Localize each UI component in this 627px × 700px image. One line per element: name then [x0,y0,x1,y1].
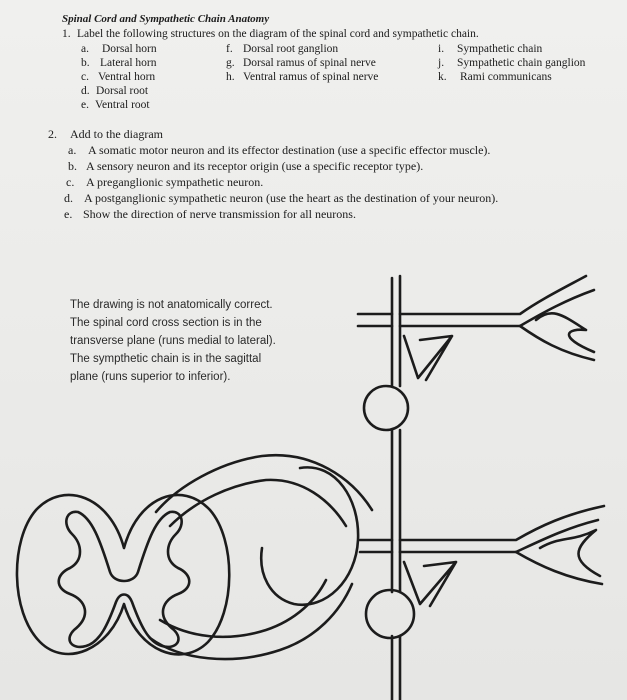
q2-item-a-letter: a. [68,143,77,157]
q1-item-c-letter: c. [81,71,89,83]
q2-number: 2. [48,127,57,141]
q1-item-d-text: Dorsal root [96,85,149,97]
q1-item-e-text: Ventral root [95,99,150,111]
lower-rami-communicans [404,562,456,606]
q1-item-i-text: Sympathetic chain [457,43,543,55]
q2-item-d-text: A postganglionic sympathetic neuron (use the heart as the destination of your neuron). [84,191,499,205]
q2-item-d-letter: d. [64,191,73,205]
q2-prompt: Add to the diagram [70,127,163,141]
note-line: The drawing is not anatomically correct. [70,299,273,311]
q2-item-e-letter: e. [64,207,73,221]
q2-item-c-text: A preganglionic sympathetic neuron. [86,175,264,189]
upper-ventral-ramus [520,326,594,360]
q1-item-a-text: Dorsal horn [102,43,157,55]
note-line: The spinal cord cross section is in the [70,317,262,329]
note-line: The sympthetic chain is in the sagittal [70,353,262,365]
q1-item-c-text: Ventral horn [98,71,156,83]
dorsal-root-ganglion [261,467,358,604]
sympathetic-chain-ganglion-lower [366,590,414,638]
lower-spinal-nerve-right-top [400,506,604,540]
q1-item-h-text: Ventral ramus of spinal nerve [243,71,379,83]
q1-item-f-text: Dorsal root ganglion [243,43,339,55]
q1-item-e-letter: e. [81,99,89,111]
q1-item-k-text: Rami communicans [460,71,552,83]
q2-item-e-text: Show the direction of nerve transmission for all neurons. [83,207,356,221]
lower-spinal-nerve-left [360,540,392,552]
q1-item-b-text: Lateral horn [100,57,157,69]
note-line: transverse plane (runs medial to lateral). [70,335,276,347]
q1-item-k-letter: k. [438,71,447,83]
q2-item-b-text: A sensory neuron and its receptor origin (use a specific receptor type). [86,159,424,173]
dorsal-root-inner [170,480,346,526]
q1-item-g-text: Dorsal ramus of spinal nerve [243,57,376,69]
spinal-cord-outline [17,495,229,654]
q2-item-b-letter: b. [68,159,77,173]
worksheet-title: Spinal Cord and Sympathetic Chain Anatomy [62,13,270,25]
q1-number: 1. [62,28,71,40]
upper-ventral-ramus-inner [536,313,594,352]
q1-item-h-letter: h. [226,71,235,83]
q1-item-a-letter: a. [81,43,89,55]
upper-rami-communicans [404,336,452,380]
q1-item-f-letter: f. [226,43,233,55]
upper-spinal-nerve-right-bottom [400,290,594,326]
lower-spinal-nerve-right-bottom [400,520,598,552]
q1-item-d-letter: d. [81,85,90,97]
note-line: plane (runs superior to inferior). [70,371,231,383]
q1-prompt: Label the following structures on the diagram of the spinal cord and sympathetic chain. [77,28,479,40]
sympathetic-chain-ganglion-upper [364,386,408,430]
q1-item-g-letter: g. [226,57,235,69]
upper-spinal-nerve-right-top [400,276,586,314]
q1-item-i-letter: i. [438,43,445,55]
ventral-root [150,584,352,659]
q2-item-c-letter: c. [66,175,75,189]
q2-item-a-text: A somatic motor neuron and its effector destination (use a specific effector muscle). [88,143,491,157]
q1-item-b-letter: b. [81,57,90,69]
q1-item-j-letter: j. [438,57,445,69]
q1-item-j-text: Sympathetic chain ganglion [457,57,586,69]
